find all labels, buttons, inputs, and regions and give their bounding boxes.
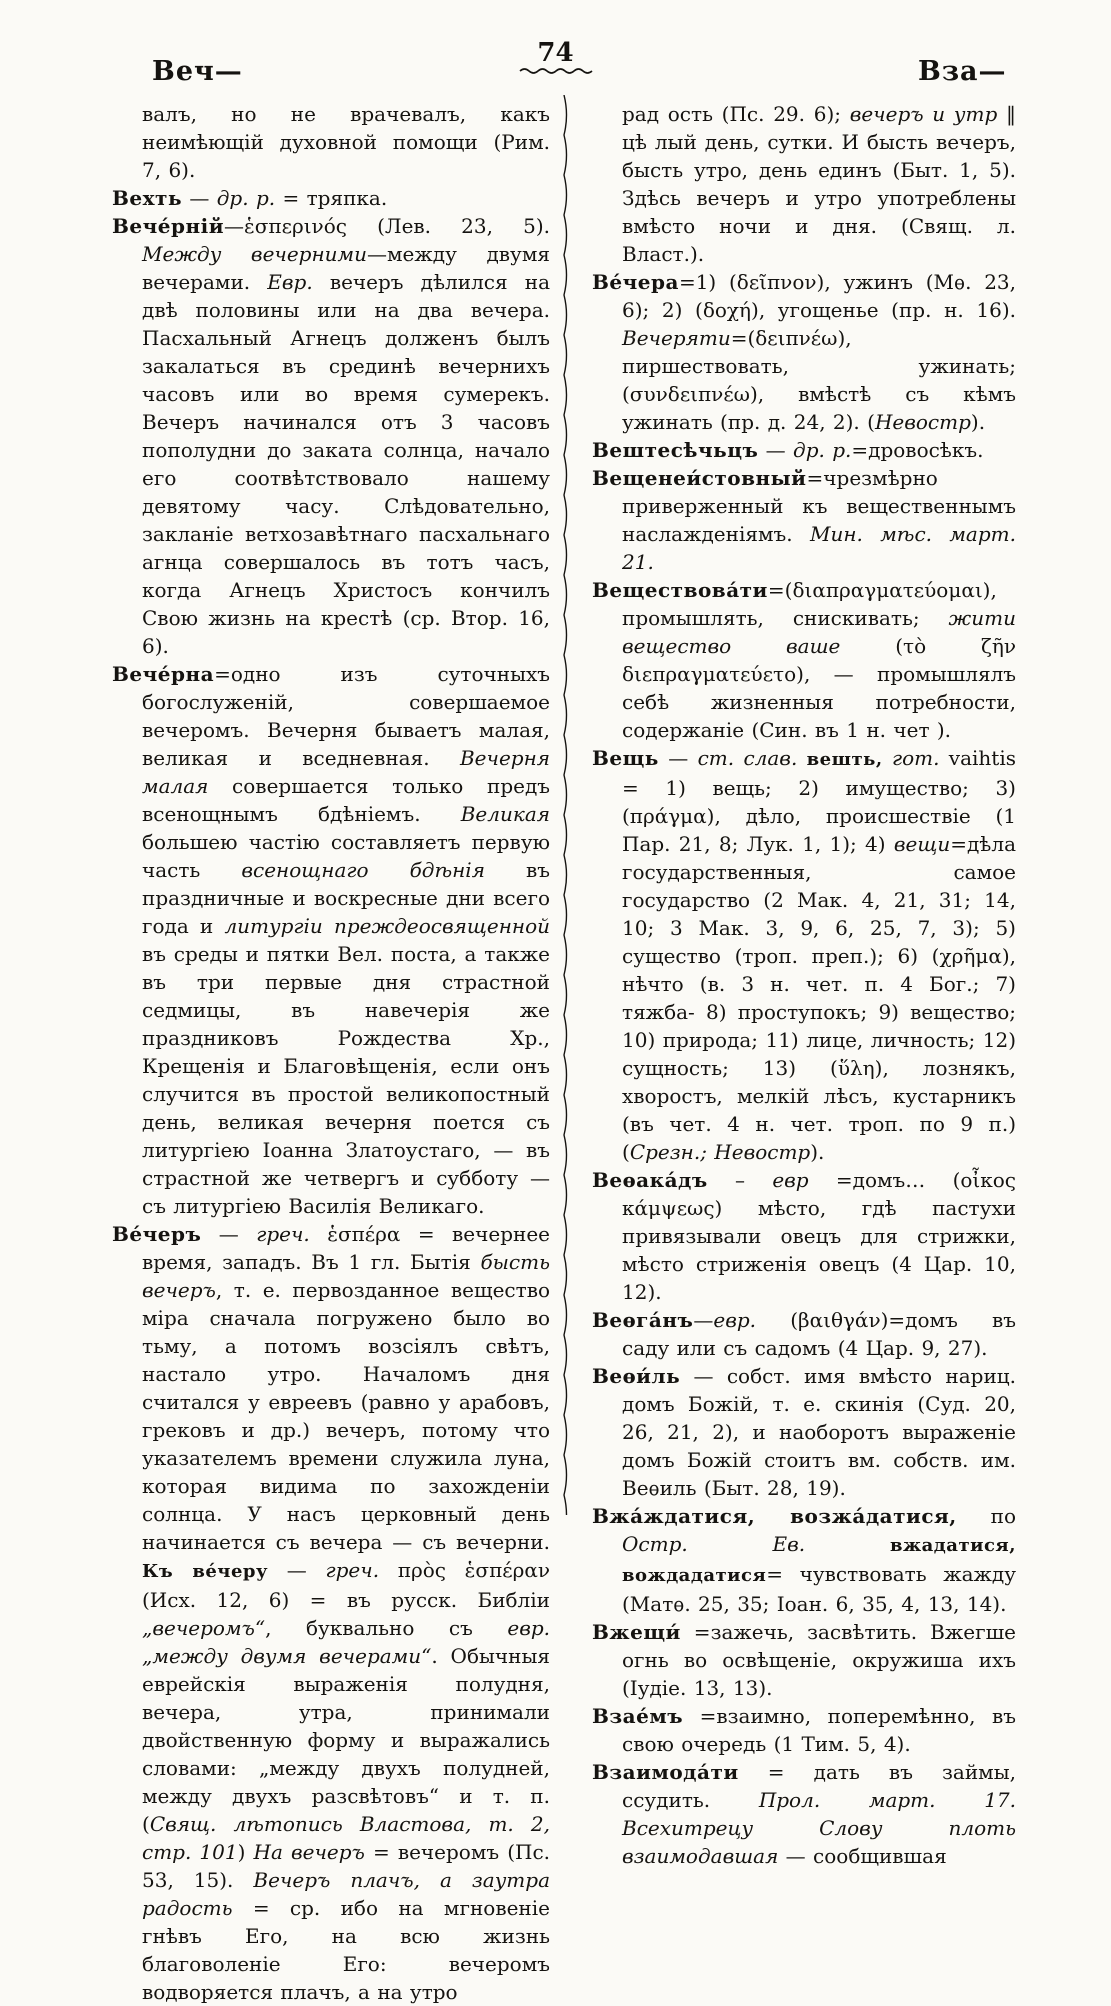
entry-text: греч.	[256, 1222, 310, 1246]
entry-text: Свящ. лѣтопись Властова, т. 2, стр. 101	[142, 1812, 550, 1864]
entry-text: „между двумя вечерами“	[142, 1644, 432, 1668]
entry-text: —	[268, 1558, 326, 1582]
entry-text: = чувствовать жажду (Матѳ. 25, 35; Іоан. 6, 35, 4, 13, 14).	[622, 1562, 1016, 1616]
entry-text: жити вещество ваше	[622, 606, 1016, 658]
entry-text: —	[182, 186, 217, 210]
entry-text: —	[758, 438, 794, 462]
dictionary-entry	[112, 184, 550, 212]
entry-text: )	[237, 1840, 254, 1864]
entry-text: =(διαπραγματεύομαι), промышлять, снискивать;	[622, 578, 997, 630]
entry-text: =одно изъ суточныхъ богослуженій, совершаемое вечеромъ. Вечерня бываетъ малая, великая и вседневная.	[142, 662, 550, 770]
dictionary-entry	[112, 660, 550, 1220]
headword: Ве́черъ	[112, 1222, 202, 1246]
dictionary-entry	[592, 576, 1016, 744]
entry-text: ст. слав.	[697, 746, 798, 770]
entry-text: =чрезмѣрно приверженный къ вещественнымъ наслажденіямъ.	[622, 466, 1016, 546]
entry-text: = ср. ибо на мгновеніе гнѣвъ Его, на всю жизнь благоволеніе Его: вечеромъ водворяется плачъ, а на утро	[142, 1896, 550, 2004]
entry-text: греч.	[325, 1558, 380, 1582]
entry-text: рад ость (Пс. 29. 6);	[622, 102, 850, 126]
entry-text	[805, 1532, 890, 1556]
entry-text: евр	[772, 1168, 809, 1192]
entry-text: (βαιθγάν)=домъ въ саду или съ садомъ (4 Цар. 9, 27).	[622, 1308, 1016, 1360]
right-column	[592, 100, 1016, 1870]
entry-text: На вечеръ	[253, 1840, 365, 1864]
dictionary-entry	[592, 1166, 1016, 1306]
entry-text: = дать въ займы, ссудить.	[622, 1760, 1016, 1812]
headword: Вехть	[112, 186, 183, 210]
entry-text: =дровосѣкъ.	[851, 438, 984, 462]
entry-text: „вечеромъ“	[142, 1616, 266, 1640]
header-keyword-left: Веч—	[152, 56, 243, 87]
headword: Вече́рна	[112, 662, 215, 686]
entry-text: Вечерня малая	[142, 746, 550, 798]
entry-text: Невостр	[874, 410, 971, 434]
dictionary-entry	[592, 464, 1016, 576]
entry-text: большею частію составляетъ первую часть	[142, 830, 550, 882]
dictionary-entry	[592, 1502, 1016, 1618]
dictionary-entry	[592, 1702, 1016, 1758]
entry-text: —	[201, 1222, 257, 1246]
dictionary-entry	[112, 1220, 550, 2006]
entry-text: въ среды и пятки Вел. поста, а также въ три первые дня страстной седмицы, въ навечерія же праздниковъ Рождества Хр., Крещенія и Благовѣщенія, если онъ случится въ простой великопостный день, великая вечерня поется съ литургіею Іоанна Златоустаго, — въ страстной же четвергъ и субботу — съ литургіею Василія Великаго.	[142, 942, 550, 1218]
entry-text: Срезн.; Невостр	[629, 1140, 811, 1164]
headword: Вжа́ждатися, возжа́датися,	[592, 1504, 957, 1528]
headword: Веѳака́дъ	[592, 1168, 708, 1192]
entry-text: Къ ве́черу	[142, 1561, 269, 1582]
entry-text: πρὸς ἑσπέραν (Исх. 12, 6) = въ русск. Библіи	[142, 1558, 550, 1612]
entry-text: . Обычныя еврейскія выраженія полудня, вечера, утра, принимали двойственную форму и выражались словами: „между двухъ полудней, между двухъ разсвѣтовъ“ и т. п. (	[142, 1644, 550, 1836]
left-column	[112, 100, 550, 2006]
entry-text: евр.	[507, 1616, 550, 1640]
entry-text: —между двумя вечерами.	[142, 242, 550, 294]
entry-text: = вечеромъ (Пс. 53, 15).	[142, 1840, 551, 1892]
dictionary-entry	[592, 1306, 1016, 1362]
page-number: 74	[537, 38, 574, 68]
entry-text: =(δειπνέω), пиршествовать, ужинать; (συνδειπνέω), вмѣстѣ съ кѣмъ ужинать (пр. д. 24, 2). (	[622, 326, 1016, 434]
entry-text: др. р.	[793, 438, 852, 462]
headword: Вештесѣчьцъ	[592, 438, 759, 462]
continuation-paragraph	[112, 100, 550, 184]
text-columns	[112, 100, 1016, 2006]
headword: Вжещи́	[592, 1620, 681, 1644]
entry-text: Евр.	[267, 270, 313, 294]
dictionary-entry	[592, 1362, 1016, 1502]
headword: Вещенеи́стовный	[592, 466, 807, 490]
entry-text: , т. е. первозданное вещество міра сначала погружено было во тьму, а потомъ возсіялъ свѣтъ, настало утро. Началомъ дня считался у евреевъ (равно у арабовъ, грековъ и др.) вечеръ, потому что указателемъ времени служила луна, которая видима по захожденіи солнца. У насъ церковный день начинается съ вечера — съ вечерни.	[142, 1278, 550, 1554]
entry-text: бысть вечеръ	[142, 1250, 550, 1302]
entry-text: = тряпка.	[275, 186, 388, 210]
dictionary-entry	[592, 1758, 1016, 1870]
entry-text: вечеръ дѣлился на двѣ половины или на два вечера. Пасхальный Агнецъ долженъ былъ закалаться въ срединѣ вечернихъ часовъ или во время сумерекъ. Вечеръ начинался отъ 3 часовъ пополудни до заката солнца, начало его соотвѣтствовало нашему девятому часу. Слѣдовательно, закланіе ветхозавѣтнаго пасхальнаго агнца совершалось въ тотъ часъ, когда Агнецъ Христосъ кончилъ Свою жизнь на крестѣ (ср. Втор. 16, 6).	[142, 270, 550, 658]
entry-text: =взаимно, поперемѣнно, въ свою очередь (1 Тим. 5, 4).	[622, 1704, 1016, 1756]
headword: Веѳи́ль	[592, 1364, 681, 1388]
entry-text: по	[956, 1504, 1016, 1528]
entry-text: Мин. мѣс. март. 21.	[622, 522, 1016, 574]
entry-text: — собст. имя вмѣсто нариц. домъ Божій, т. е. скинія (Суд. 20, 26, 21, 2), и наоборотъ выраженіе домъ Божій стоитъ вм. собств. им. Веѳиль (Быт. 28, 19).	[622, 1364, 1016, 1500]
entry-text: вжадатися, вождадатися	[622, 1535, 1016, 1586]
header-keyword-right: Вза—	[918, 56, 1007, 87]
entry-text: —	[658, 746, 698, 770]
entry-text: вечеръ и утр	[849, 102, 998, 126]
entry-text: др. р.	[216, 186, 276, 210]
entry-text: =домъ… (οἶκος κάμψεως) мѣсто, гдѣ пастухи привязывали овецъ для стрижки, мѣсто стриженія овецъ (4 Цар. 10, 12).	[622, 1168, 1016, 1304]
entry-text: гот.	[891, 746, 940, 770]
entry-text: Остр. Ев.	[622, 1532, 806, 1556]
entry-text: –	[707, 1168, 773, 1192]
headword: Ве́чера	[592, 270, 679, 294]
entry-text: всенощнаго бдѣнія	[241, 858, 485, 882]
dictionary-entry	[112, 212, 550, 660]
entry-text: — сообщившая	[778, 1844, 947, 1868]
entry-text: ).	[810, 1140, 825, 1164]
entry-text: Прол. март. 17. Всехитрецу Слову плоть взаимодавшая	[622, 1788, 1016, 1868]
headword: Вещь	[592, 746, 659, 770]
entry-text: Великая	[460, 802, 550, 826]
dictionary-entry	[592, 744, 1016, 1166]
headword: Веществова́ти	[592, 578, 768, 602]
entry-text: —ἑσπερινός (Лев. 23, 5).	[224, 214, 550, 238]
headword: Вече́рній	[112, 214, 225, 238]
entry-text: Вечеръ плачъ, а заутра радость	[142, 1868, 550, 1920]
running-head	[0, 38, 1111, 94]
headword: Взае́мъ	[592, 1704, 684, 1728]
entry-text: ἑσπέρα = вечернее время, западъ. Въ 1 гл. Бытія	[142, 1222, 550, 1274]
entry-text: —	[693, 1308, 714, 1332]
dictionary-entry	[592, 1618, 1016, 1702]
entry-text: вешть,	[806, 749, 883, 770]
headword: Веѳга́нъ	[592, 1308, 694, 1332]
entry-text: Между вечерними	[142, 242, 367, 266]
entry-text: vaihtis = 1) вещь; 2) имущество; 3) (πράγμα), дѣло, происшествіе (1 Пар. 21, 8; Лук. 1, 1); 4)	[622, 746, 1017, 856]
entry-text: евр.	[713, 1308, 757, 1332]
continuation-paragraph	[592, 100, 1016, 268]
entry-text: совершается только предъ всенощнымъ бдѣніемъ.	[142, 774, 550, 826]
entry-text: ‖ цѣ лый день, сутки. И бысть вечеръ, бысть утро, день единъ (Быт. 1, 5). Здѣсь вечеръ и утро употреблены вмѣсто ночи и дня. (Свящ. л. Власт.).	[622, 102, 1016, 266]
entry-text: Вечеряти	[622, 326, 731, 350]
entry-text: (τὸ ζῆν διεπραγματεύετο), — промышлялъ себѣ жизненныя потребности, содержаніе (Син. въ 1 н. чет ).	[622, 634, 1016, 742]
entry-text: =дѣла государственныя, самое государство (2 Мак. 4, 21, 31; 14, 10; 3 Мак. 3, 9, 6, 25, 7, 3); 5) существо (троп. преп.); 6) (χρῆμα), нѣчто (в. 3 н. чет. п. 4 Бог.; 7) тяжба- 8) проступокъ; 9) вещество; 10) природа; 11) лице, личность; 12) сущность; 13) (ὕλη), лознякъ, хворостъ, мелкій лѣсъ, кустарникъ (въ чет. 4 н. чет. троп. по 9 п.) (	[622, 832, 1016, 1164]
entry-text: валъ, но не врачевалъ, какъ неимѣющій духовной помощи (Рим. 7, 6).	[142, 102, 550, 182]
entry-text: литургіи преждеосвященной	[224, 914, 550, 938]
entry-text: =1) (δεῖπνον), ужинъ (Мѳ. 23, 6); 2) (δοχή), угощенье (пр. н. 16).	[622, 270, 1016, 322]
entry-text	[883, 746, 892, 770]
entry-text: ).	[970, 410, 986, 434]
entry-text: вещи	[893, 832, 951, 856]
entry-text: въ праздничные и воскресные дни всего года и	[142, 858, 551, 938]
headword: Взаимода́ти	[592, 1760, 739, 1784]
dictionary-entry	[592, 436, 1016, 464]
dictionary-entry	[592, 268, 1016, 436]
entry-text: , буквально съ	[265, 1616, 508, 1640]
entry-text	[797, 746, 806, 770]
entry-text: =зажечь, засвѣтить. Вжегше огнь во освѣщеніе, окружиша ихъ (Іудіе. 13, 13).	[622, 1620, 1016, 1700]
